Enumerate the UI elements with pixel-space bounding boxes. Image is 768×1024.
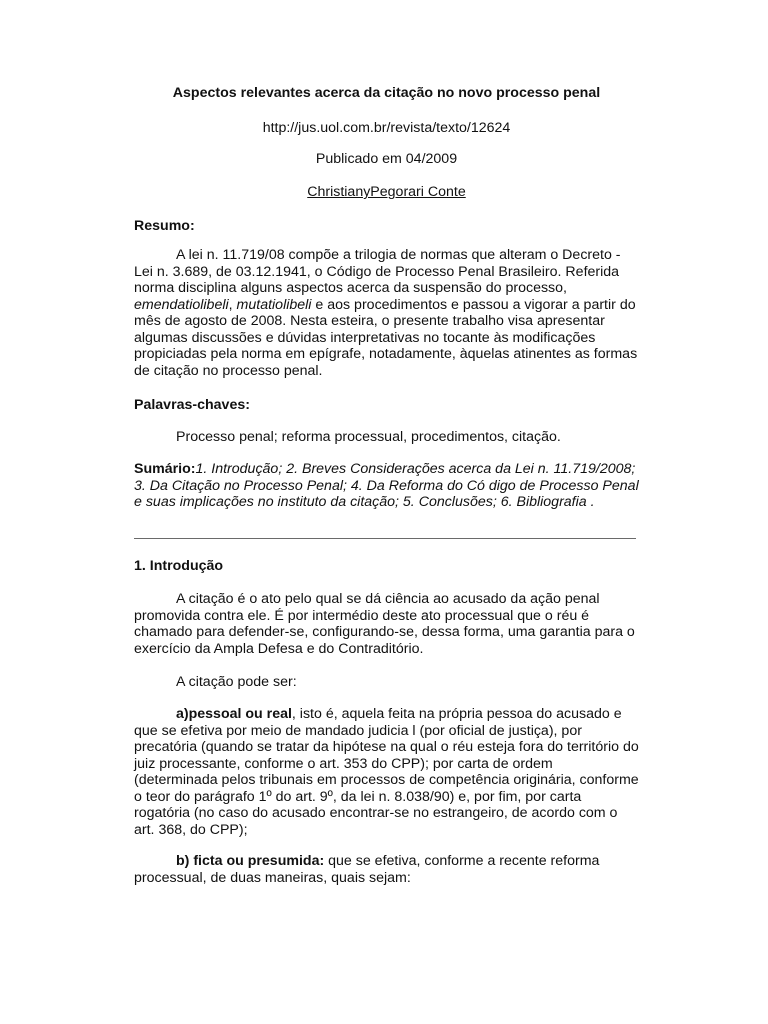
resumo-text-2: e aos procedimentos e passou a vigorar a partir do mês de agosto de 2008. Nesta esteira, o presente trabalho visa apresentar algumas discussões e dúvidas interpretativas no tocante às modificações propiciadas pela norma em epígrafe, notadamente, àquelas atinentes as formas de citação no processo penal. (134, 296, 638, 379)
resumo-term-1: emendatiolibeli (134, 296, 229, 313)
author-link[interactable]: ChristianyPegorari Conte (307, 184, 466, 200)
document-title: Aspectos relevantes acerca da citação no novo processo penal (172, 85, 601, 101)
resumo-text-1: A lei n. 11.719/08 compõe a trilogia de normas que alteram o Decreto - Lei n. 3.689, de 03.12.1941, o Código de Processo Penal Brasileiro. Referida norma disciplina alguns aspectos acerca da suspensão do processo, (134, 247, 621, 296)
palavras-text: Processo penal; reforma processual, procedimentos, citação. (176, 429, 561, 445)
intro-heading: 1. Introdução (134, 558, 224, 574)
citation-type-a (134, 706, 639, 838)
sumario-text: 1. Introdução; 2. Breves Considerações acerca da Lei n. 11.719/2008; 3. Da Citação no Processo Penal; 4. Da Reforma do Có digo de Processo Penal e suas implicações no instituto da citação; 5. Conclusões; 6. Bibliografia . (134, 461, 639, 510)
author-name[interactable] (134, 184, 639, 201)
resumo-paragraph (134, 247, 639, 379)
section-divider (134, 538, 636, 539)
resumo-comma: , (228, 296, 237, 313)
citation-type-b-label: b) ficta ou presumida: (176, 853, 325, 869)
citation-type-b-text: que se efetiva, conforme a recente reforma processual, de duas maneiras, quais sejam: (134, 853, 600, 886)
intro-paragraph-2: A citação pode ser: (176, 674, 297, 690)
resumo-term-2: mutatiolibeli (236, 296, 312, 313)
sumario-paragraph (134, 461, 639, 511)
resumo-heading: Resumo: (134, 218, 195, 234)
sumario-label: Sumário: (134, 461, 196, 477)
source-url[interactable]: http://jus.uol.com.br/revista/texto/12624 (262, 120, 511, 136)
publication-date: Publicado em 04/2009 (315, 151, 458, 167)
palavras-heading: Palavras-chaves: (134, 397, 250, 413)
citation-type-a-text: , isto é, aquela feita na própria pessoa do acusado e que se efetiva por meio de mandado judicia l (por oficial de justiça), por precatória (quando se tratar da hipótese na qual o réu esteja fora do território do juiz processante, conforme o art. 353 do CPP); por carta de ordem (determinada pelos tribunais em processos de competência originária, conforme o teor do parágrafo 1º do art. 9º, da lei n. 8.038/90) e, por fim, por carta rogatória (no caso do acusado encontrar-se no estrangeiro, de acordo com o art. 368, do CPP); (134, 706, 639, 838)
citation-type-b (134, 853, 639, 886)
intro-paragraph-1: A citação é o ato pelo qual se dá ciência ao acusado da ação penal promovida contra ele. É por intermédio deste ato processual que o réu é chamado para defender-se, configurando-se, dessa forma, uma garantia para o exercício da Ampla Defesa e do Contraditório. (134, 591, 635, 657)
citation-type-a-label: a)pessoal ou real (176, 706, 292, 722)
